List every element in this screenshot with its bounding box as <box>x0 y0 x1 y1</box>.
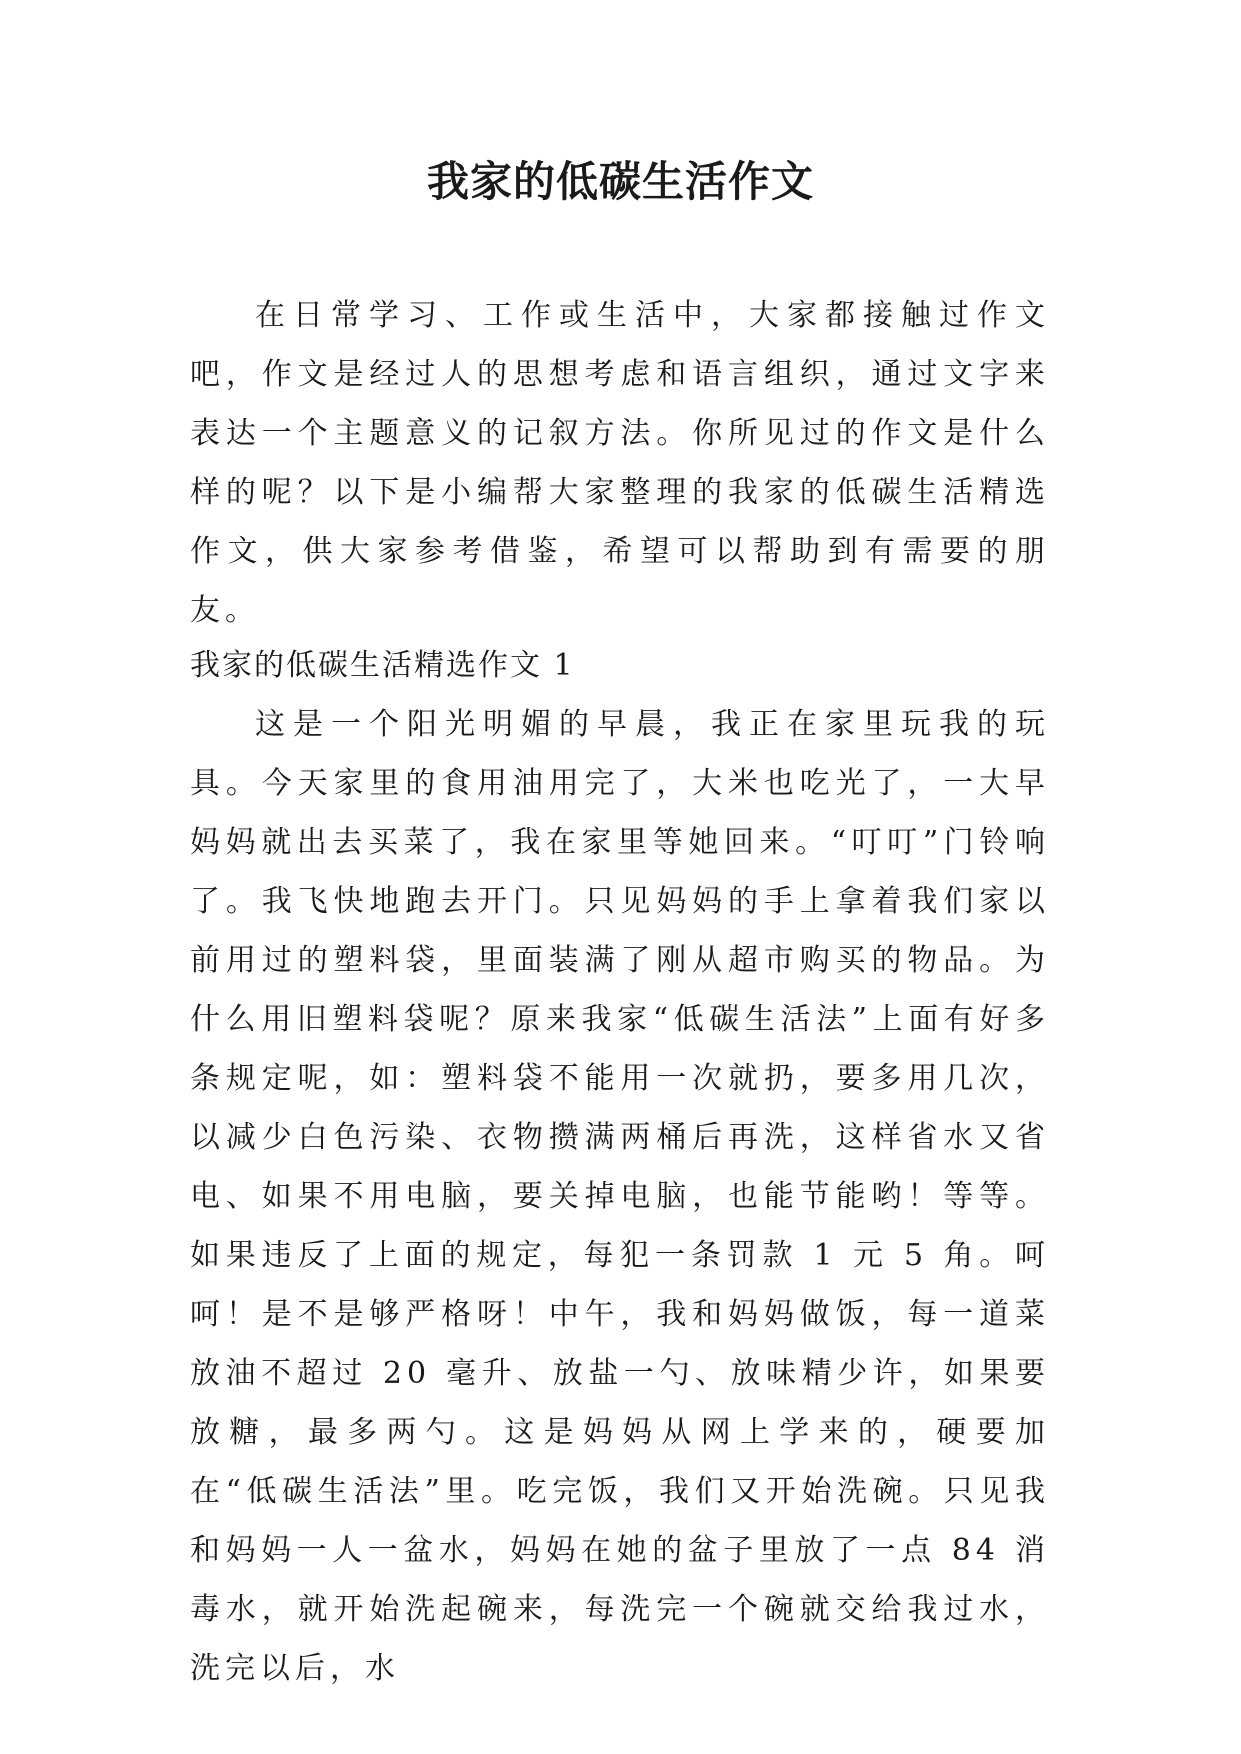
document-title: 我家的低碳生活作文 <box>426 157 814 206</box>
section-heading: 我家的低碳生活精选作文 1 <box>190 648 575 683</box>
intro-paragraph: 在日常学习、工作或生活中，大家都接触过作文吧，作文是经过人的思想考虑和语言组织，通过文字来表达一个主题意义的记叙方法。你所见过的作文是什么样的呢？以下是小编帮大家整理的我家的低碳生活精选作文，供大家参考借鉴，希望可以帮助到有需要的朋友。 <box>190 298 1050 628</box>
essay-paragraph: 这是一个阳光明媚的早晨，我正在家里玩我的玩具。今天家里的食用油用完了，大米也吃光了，一大早妈妈就出去买菜了，我在家里等她回来。“叮叮”门铃响了。我飞快地跑去开门。只见妈妈的手上拿着我们家以前用过的塑料袋，里面装满了刚从超市购买的物品。为什么用旧塑料袋呢？原来我家“低碳生活法”上面有好多条规定呢，如：塑料袋不能用一次就扔，要多用几次，以减少白色污染、衣物攒满两桶后再洗，这样省水又省电、如果不用电脑，要关掉电脑，也能节能哟！等等。如果违反了上面的规定，每犯一条罚款 1 元 5 角。呵呵！是不是够严格呀！中午，我和妈妈做饭，每一道菜放油不超过 20 毫升、放盐一勺、放味精少许，如果要放糖，最多两勺。这是妈妈从网上学来的，硬要加在“低碳生活法”里。吃完饭，我们又开始洗碗。只见我和妈妈一人一盆水，妈妈在她的盆子里放了一点 84 消毒水，就开始洗起碗来，每洗完一个碗就交给我过水，洗完以后，水 <box>190 707 1050 1686</box>
